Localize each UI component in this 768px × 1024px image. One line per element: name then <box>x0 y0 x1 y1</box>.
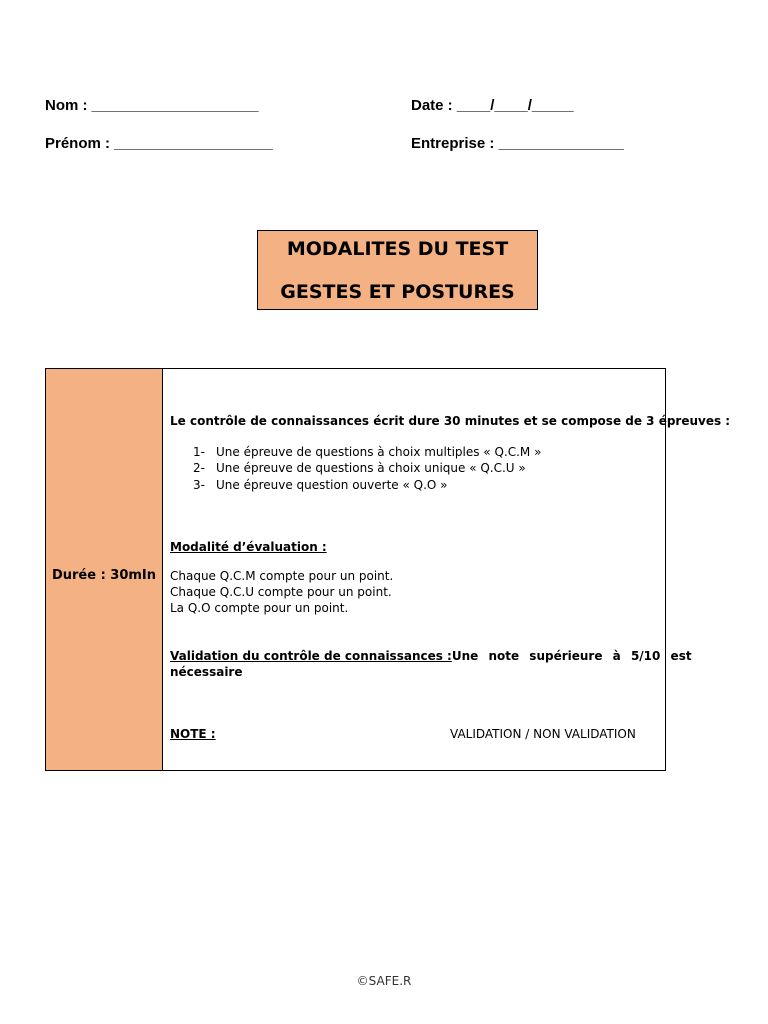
intro-text: Le contrôle de connaissances écrit dure 30 minutes et se compose de 3 épreuves : <box>170 414 731 428</box>
nom-field: Nom : ____________________ <box>45 97 259 114</box>
title-line-2: GESTES ET POSTURES <box>280 281 515 303</box>
list-item-text: Une épreuve de questions à choix unique « Q.C.U » <box>216 461 526 475</box>
title-box <box>257 230 538 310</box>
validation-label: Validation du contrôle de connaissances : <box>170 649 452 663</box>
validation-text: Une note supérieure à 5/10 est <box>451 649 692 663</box>
footer-copyright: ©SAFE.R <box>356 974 412 988</box>
note-label: NOTE : <box>170 727 216 741</box>
list-item-text: Une épreuve question ouverte « Q.O » <box>216 478 448 492</box>
prenom-field: Prénom : ___________________ <box>45 135 273 152</box>
entreprise-field: Entreprise : _______________ <box>411 135 624 152</box>
note-value: VALIDATION / NON VALIDATION <box>450 727 636 741</box>
title-line-1: MODALITES DU TEST <box>286 238 509 260</box>
modalite-line: Chaque Q.C.U compte pour un point. <box>170 585 392 599</box>
duration-label: Durée : 30mIn <box>51 568 157 583</box>
list-item-number: 2- <box>193 461 205 475</box>
list-item-number: 1- <box>193 445 205 459</box>
details-cell <box>163 369 731 770</box>
date-field: Date : ____/____/_____ <box>411 97 574 114</box>
modalite-heading: Modalité d’évaluation : <box>170 540 327 554</box>
list-item <box>193 445 541 459</box>
validation-line <box>170 649 692 663</box>
list-item-text: Une épreuve de questions à choix multiples « Q.C.M » <box>216 445 542 459</box>
validation-text-continued: nécessaire <box>170 665 243 679</box>
list-item <box>193 478 448 492</box>
modalites-table <box>45 368 731 771</box>
list-item-number: 3- <box>193 478 205 492</box>
duration-cell <box>46 369 163 770</box>
modalite-line: La Q.O compte pour un point. <box>170 601 349 615</box>
list-item <box>193 461 526 475</box>
modalite-line: Chaque Q.C.M compte pour un point. <box>170 569 394 583</box>
